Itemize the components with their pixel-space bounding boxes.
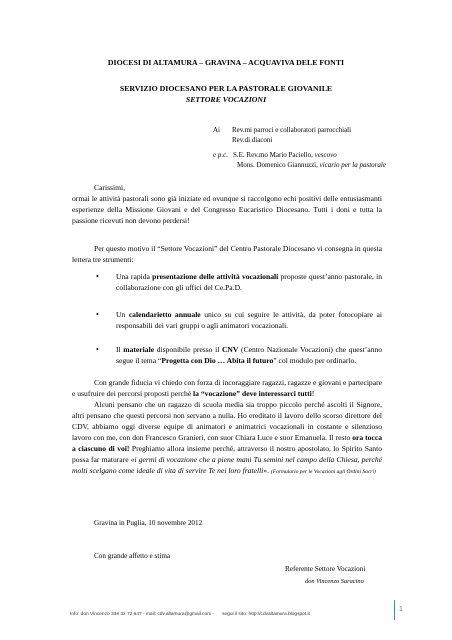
bullet-1-text: Una rapida presentazione delle attività vocazionali proposte quest’anno pastorale, in collaborazione con gli uffici del Ce.Pa.D. bbox=[116, 272, 382, 292]
closing: Con grande affetto e stima bbox=[94, 552, 171, 560]
service-title: SERVIZIO DIOCESANO PER LA PASTORALE GIOVANILE bbox=[119, 84, 333, 93]
paragraph-encourage: Con grande fiducia vi chiedo con forza di incoraggiare ragazzi, ragazze e giovani e partecipare e usufruire dei percorsi proposti perché la “vocazione” deve interessarci tutti! bbox=[72, 378, 382, 398]
diocese-title: DIOCESI DI ALTAMURA – GRAVINA – ACQUAVIVA DELE FONTI bbox=[107, 58, 345, 67]
addressee-line-1: Rev.mi parroci e collaboratori parrocchiali bbox=[232, 126, 352, 134]
signature-name: don Vincenzo Saracino bbox=[305, 578, 364, 585]
addressee-label: Ai bbox=[213, 126, 220, 134]
addressee-line-2: Rev.di diaconi bbox=[232, 136, 273, 144]
cc-label: e p.c. bbox=[213, 151, 228, 159]
cc-line-1 bbox=[233, 150, 337, 160]
bullet-3: • bbox=[96, 345, 99, 354]
paragraph-prayer: Alcuni pensano che un ragazzo di scuola media sia troppo piccolo perché ascolti il Signore, altri pensano che questi percorsi non servano a nulla. Ho ereditato il lavoro dello scorso direttore del CDV, abbiamo oggi diverse equipe di animatori e animatrici vocazionali in costante e silenzioso lavoro con me, con don Francesco Granieri, con suor Chiara Luce e suor Emanuela. Il resto ora tocca a ciascuno di voi! Preghiamo allora insieme perché, attraverso il nostro apostolato, lo Spirito Santo possa far maturare «i germi di vocazione che a piene mani Tu semini nel campo della Chiesa, perché molti scelgano come ideale di vita di servire Te nei loro fratelli». (Formulario per le Vocazioni agli Ordini Sacri) bbox=[72, 400, 383, 475]
paragraph-tools: Per questo motivo il “Settore Vocazioni” del Centro Pastorale Diocesano vi consegna in questa lettera tre strumenti: bbox=[72, 244, 383, 264]
greeting: Carissimi, bbox=[94, 183, 126, 192]
sector-title: SETTORE VOCAZIONI bbox=[185, 95, 267, 104]
cc-bishop-name: S.E. Rev.mo Mario Paciello, bbox=[233, 151, 315, 159]
prayer-source-note: (Formulario per le Vocazioni agli Ordini Sacri) bbox=[270, 469, 376, 475]
bullet-2-text: Un calendarietto annuale unico su cui seguire le attività, da poter fotocopiare ai responsabili dei vari gruppi o agli animatori vocazionali. bbox=[116, 310, 383, 330]
cc-vicar-name: Mons. Domenico Giannuzzi, bbox=[237, 161, 320, 169]
cc-bishop-role: vescovo bbox=[314, 151, 337, 159]
cc-vicar-role: vicario per la pastorale bbox=[319, 161, 386, 169]
bullet-1: • bbox=[96, 272, 99, 281]
paragraph-intro: ormai le attività pastorali sono già iniziate ed ovunque si raccolgono echi positivi delle entusiasmanti esperienze della Missione Giovani e del Congresso Eucaristico Diocesano. Tutti i doni e tutta la passione ricevuti non devono perdersi! bbox=[72, 194, 382, 225]
footer-site: segui il sito: http://cdvaltamura.blogspot.it bbox=[222, 612, 310, 617]
bullet-3-text: Il materiale disponibile presso il CNV (Centro Nazionale Vocazioni) che quest’anno segue il tema “Progetta con Dio … Abita il futuro” col modulo per ordinarlo. bbox=[116, 345, 382, 365]
footer-contacts bbox=[70, 612, 318, 617]
cc-line-2 bbox=[237, 160, 386, 170]
date-place: Gravina in Puglia, 10 novembre 2012 bbox=[94, 519, 203, 527]
footer-info: Info: don Vincenzo 338 32 72 647 - mail: cdv.altamura@gmail.com - bbox=[70, 612, 215, 617]
signature-title: Referente Settore Vocazioni bbox=[285, 565, 366, 573]
bullet-2: • bbox=[96, 310, 99, 319]
page-number: 1 bbox=[394, 600, 407, 620]
